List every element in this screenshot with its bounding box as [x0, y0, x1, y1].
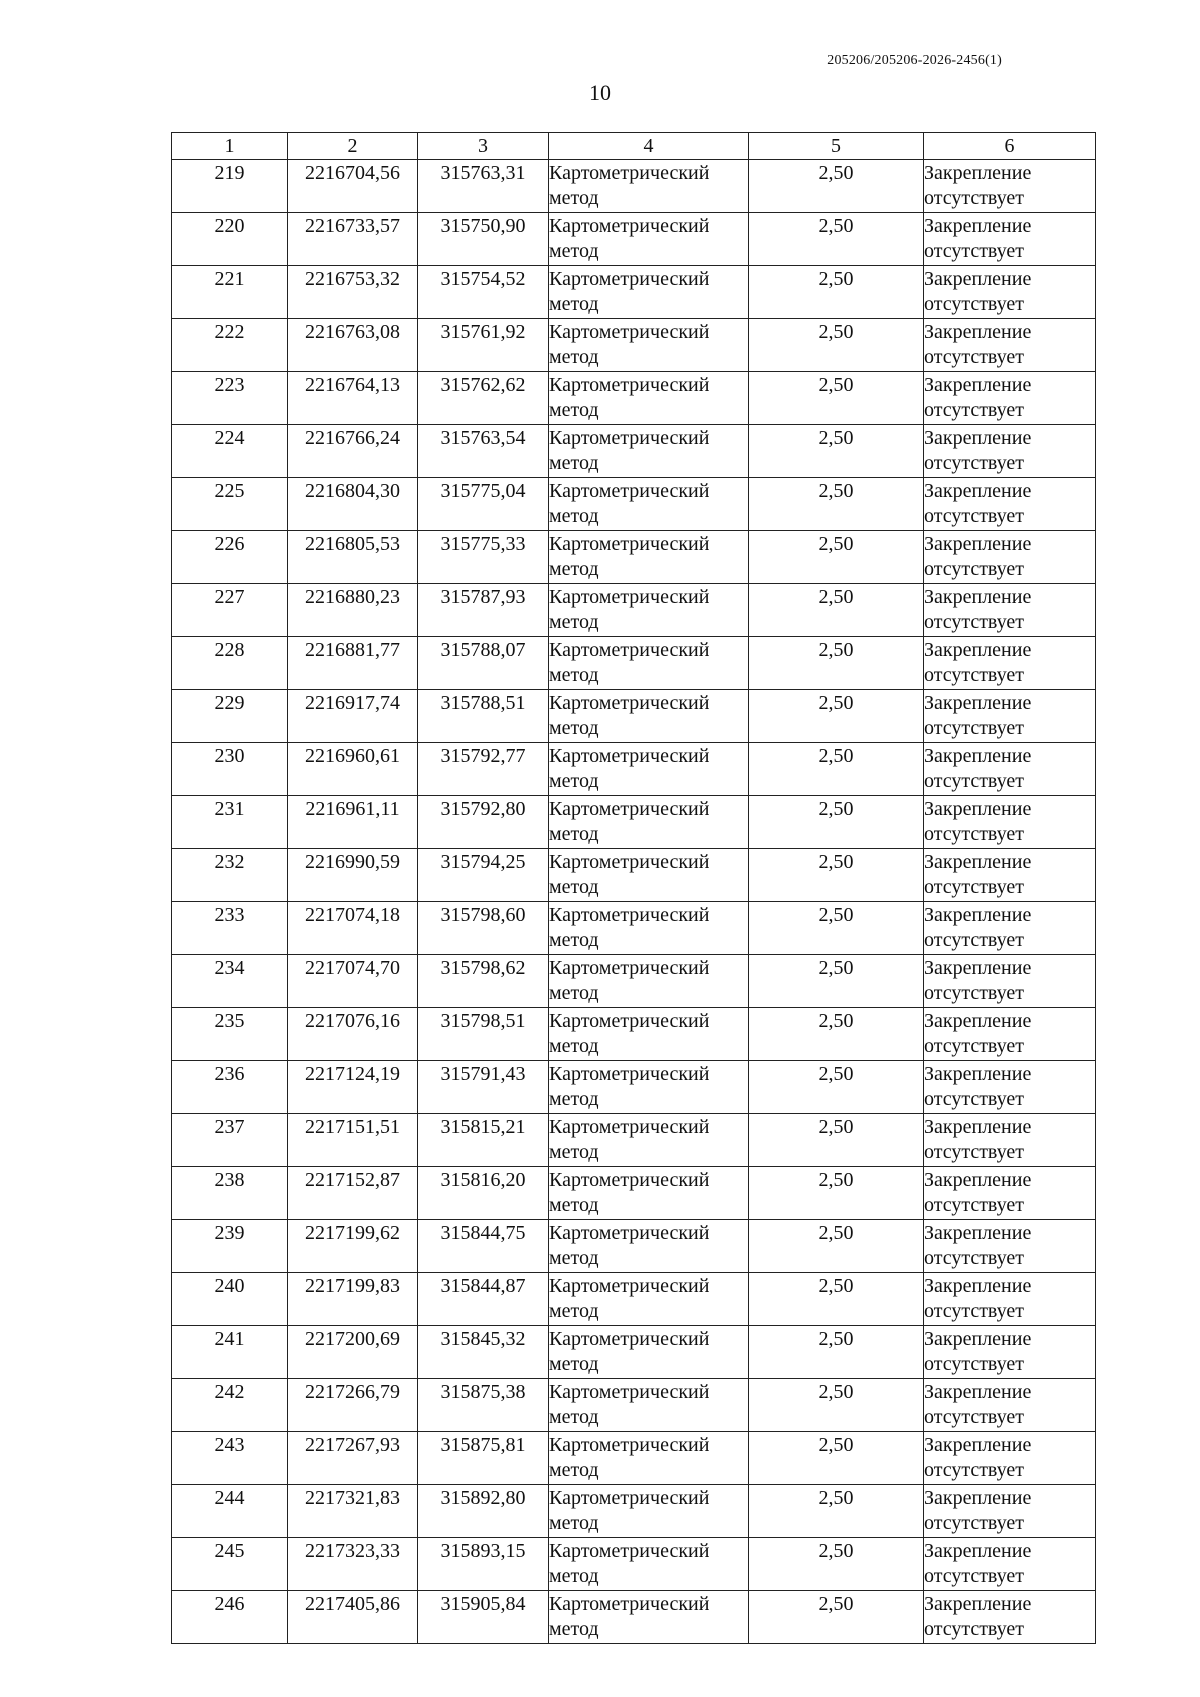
fixing-cell: Закрепление отсутствует	[924, 1379, 1096, 1432]
column-header: 2	[288, 133, 418, 160]
y-coordinate-cell: 315875,38	[418, 1379, 549, 1432]
point-number-cell: 219	[172, 160, 288, 213]
point-number-cell: 240	[172, 1273, 288, 1326]
x-coordinate-cell: 2217321,83	[288, 1485, 418, 1538]
table-row	[172, 902, 1096, 955]
table-row	[172, 584, 1096, 637]
x-coordinate-cell: 2217151,51	[288, 1114, 418, 1167]
fixing-cell: Закрепление отсутствует	[924, 160, 1096, 213]
point-number-cell: 227	[172, 584, 288, 637]
method-cell: Картометрический метод	[549, 849, 749, 902]
point-number-cell: 220	[172, 213, 288, 266]
method-cell: Картометрический метод	[549, 478, 749, 531]
method-cell: Картометрический метод	[549, 425, 749, 478]
table-row	[172, 425, 1096, 478]
fixing-cell: Закрепление отсутствует	[924, 425, 1096, 478]
x-coordinate-cell: 2217266,79	[288, 1379, 418, 1432]
method-cell: Картометрический метод	[549, 1061, 749, 1114]
accuracy-cell: 2,50	[749, 955, 924, 1008]
fixing-cell: Закрепление отсутствует	[924, 1061, 1096, 1114]
fixing-cell: Закрепление отсутствует	[924, 1326, 1096, 1379]
y-coordinate-cell: 315815,21	[418, 1114, 549, 1167]
y-coordinate-cell: 315792,80	[418, 796, 549, 849]
x-coordinate-cell: 2217199,62	[288, 1220, 418, 1273]
y-coordinate-cell: 315794,25	[418, 849, 549, 902]
x-coordinate-cell: 2216881,77	[288, 637, 418, 690]
point-number-cell: 242	[172, 1379, 288, 1432]
method-cell: Картометрический метод	[549, 1379, 749, 1432]
y-coordinate-cell: 315775,04	[418, 478, 549, 531]
x-coordinate-cell: 2217076,16	[288, 1008, 418, 1061]
point-number-cell: 230	[172, 743, 288, 796]
y-coordinate-cell: 315875,81	[418, 1432, 549, 1485]
y-coordinate-cell: 315844,75	[418, 1220, 549, 1273]
accuracy-cell: 2,50	[749, 160, 924, 213]
y-coordinate-cell: 315750,90	[418, 213, 549, 266]
y-coordinate-cell: 315816,20	[418, 1167, 549, 1220]
table-body	[172, 160, 1096, 1644]
x-coordinate-cell: 2216764,13	[288, 372, 418, 425]
table-row	[172, 531, 1096, 584]
point-number-cell: 246	[172, 1591, 288, 1644]
fixing-cell: Закрепление отсутствует	[924, 531, 1096, 584]
accuracy-cell: 2,50	[749, 372, 924, 425]
fixing-cell: Закрепление отсутствует	[924, 1220, 1096, 1273]
point-number-cell: 237	[172, 1114, 288, 1167]
method-cell: Картометрический метод	[549, 902, 749, 955]
y-coordinate-cell: 315762,62	[418, 372, 549, 425]
y-coordinate-cell: 315763,31	[418, 160, 549, 213]
method-cell: Картометрический метод	[549, 1485, 749, 1538]
table-row	[172, 1273, 1096, 1326]
point-number-cell: 228	[172, 637, 288, 690]
table-row	[172, 743, 1096, 796]
document-reference: 205206/205206-2026-2456(1)	[827, 53, 1002, 68]
fixing-cell: Закрепление отсутствует	[924, 796, 1096, 849]
accuracy-cell: 2,50	[749, 1273, 924, 1326]
table-row	[172, 1485, 1096, 1538]
fixing-cell: Закрепление отсутствует	[924, 849, 1096, 902]
table-row	[172, 372, 1096, 425]
point-number-cell: 223	[172, 372, 288, 425]
method-cell: Картометрический метод	[549, 266, 749, 319]
column-header: 3	[418, 133, 549, 160]
point-number-cell: 226	[172, 531, 288, 584]
table-row	[172, 637, 1096, 690]
x-coordinate-cell: 2216753,32	[288, 266, 418, 319]
method-cell: Картометрический метод	[549, 213, 749, 266]
x-coordinate-cell: 2217200,69	[288, 1326, 418, 1379]
y-coordinate-cell: 315754,52	[418, 266, 549, 319]
accuracy-cell: 2,50	[749, 1538, 924, 1591]
accuracy-cell: 2,50	[749, 1114, 924, 1167]
fixing-cell: Закрепление отсутствует	[924, 1538, 1096, 1591]
method-cell: Картометрический метод	[549, 1273, 749, 1326]
point-number-cell: 221	[172, 266, 288, 319]
point-number-cell: 224	[172, 425, 288, 478]
point-number-cell: 236	[172, 1061, 288, 1114]
method-cell: Картометрический метод	[549, 1008, 749, 1061]
y-coordinate-cell: 315788,07	[418, 637, 549, 690]
point-number-cell: 232	[172, 849, 288, 902]
y-coordinate-cell: 315892,80	[418, 1485, 549, 1538]
x-coordinate-cell: 2217074,70	[288, 955, 418, 1008]
point-number-cell: 243	[172, 1432, 288, 1485]
method-cell: Картометрический метод	[549, 160, 749, 213]
point-number-cell: 231	[172, 796, 288, 849]
table-row	[172, 955, 1096, 1008]
point-number-cell: 235	[172, 1008, 288, 1061]
accuracy-cell: 2,50	[749, 1379, 924, 1432]
y-coordinate-cell: 315798,51	[418, 1008, 549, 1061]
method-cell: Картометрический метод	[549, 796, 749, 849]
method-cell: Картометрический метод	[549, 1167, 749, 1220]
y-coordinate-cell: 315761,92	[418, 319, 549, 372]
table-row	[172, 478, 1096, 531]
fixing-cell: Закрепление отсутствует	[924, 743, 1096, 796]
point-number-cell: 239	[172, 1220, 288, 1273]
x-coordinate-cell: 2217267,93	[288, 1432, 418, 1485]
method-cell: Картометрический метод	[549, 531, 749, 584]
table-row	[172, 690, 1096, 743]
column-header: 1	[172, 133, 288, 160]
accuracy-cell: 2,50	[749, 796, 924, 849]
x-coordinate-cell: 2216763,08	[288, 319, 418, 372]
point-number-cell: 238	[172, 1167, 288, 1220]
accuracy-cell: 2,50	[749, 743, 924, 796]
y-coordinate-cell: 315905,84	[418, 1591, 549, 1644]
accuracy-cell: 2,50	[749, 1167, 924, 1220]
x-coordinate-cell: 2216805,53	[288, 531, 418, 584]
y-coordinate-cell: 315845,32	[418, 1326, 549, 1379]
table-row	[172, 1591, 1096, 1644]
accuracy-cell: 2,50	[749, 319, 924, 372]
method-cell: Картометрический метод	[549, 690, 749, 743]
fixing-cell: Закрепление отсутствует	[924, 955, 1096, 1008]
table-row	[172, 796, 1096, 849]
y-coordinate-cell: 315798,62	[418, 955, 549, 1008]
page-number: 10	[589, 80, 611, 105]
method-cell: Картометрический метод	[549, 1326, 749, 1379]
y-coordinate-cell: 315775,33	[418, 531, 549, 584]
accuracy-cell: 2,50	[749, 1220, 924, 1273]
accuracy-cell: 2,50	[749, 478, 924, 531]
x-coordinate-cell: 2216804,30	[288, 478, 418, 531]
fixing-cell: Закрепление отсутствует	[924, 584, 1096, 637]
fixing-cell: Закрепление отсутствует	[924, 1273, 1096, 1326]
x-coordinate-cell: 2217152,87	[288, 1167, 418, 1220]
accuracy-cell: 2,50	[749, 637, 924, 690]
method-cell: Картометрический метод	[549, 372, 749, 425]
x-coordinate-cell: 2216960,61	[288, 743, 418, 796]
x-coordinate-cell: 2216704,56	[288, 160, 418, 213]
point-number-cell: 234	[172, 955, 288, 1008]
fixing-cell: Закрепление отсутствует	[924, 478, 1096, 531]
x-coordinate-cell: 2216917,74	[288, 690, 418, 743]
method-cell: Картометрический метод	[549, 1114, 749, 1167]
point-number-cell: 229	[172, 690, 288, 743]
column-header: 6	[924, 133, 1096, 160]
x-coordinate-cell: 2216990,59	[288, 849, 418, 902]
table-row	[172, 160, 1096, 213]
x-coordinate-cell: 2217124,19	[288, 1061, 418, 1114]
fixing-cell: Закрепление отсутствует	[924, 902, 1096, 955]
method-cell: Картометрический метод	[549, 1432, 749, 1485]
table-row	[172, 1114, 1096, 1167]
method-cell: Картометрический метод	[549, 1220, 749, 1273]
table-row	[172, 1167, 1096, 1220]
y-coordinate-cell: 315763,54	[418, 425, 549, 478]
accuracy-cell: 2,50	[749, 531, 924, 584]
y-coordinate-cell: 315844,87	[418, 1273, 549, 1326]
accuracy-cell: 2,50	[749, 1591, 924, 1644]
fixing-cell: Закрепление отсутствует	[924, 319, 1096, 372]
accuracy-cell: 2,50	[749, 902, 924, 955]
method-cell: Картометрический метод	[549, 637, 749, 690]
table-row	[172, 1538, 1096, 1591]
fixing-cell: Закрепление отсутствует	[924, 1591, 1096, 1644]
y-coordinate-cell: 315893,15	[418, 1538, 549, 1591]
table-row	[172, 213, 1096, 266]
table-row	[172, 1326, 1096, 1379]
accuracy-cell: 2,50	[749, 849, 924, 902]
y-coordinate-cell: 315787,93	[418, 584, 549, 637]
accuracy-cell: 2,50	[749, 425, 924, 478]
accuracy-cell: 2,50	[749, 1061, 924, 1114]
method-cell: Картометрический метод	[549, 1538, 749, 1591]
method-cell: Картометрический метод	[549, 743, 749, 796]
x-coordinate-cell: 2216961,11	[288, 796, 418, 849]
column-header: 4	[549, 133, 749, 160]
table-row	[172, 1220, 1096, 1273]
point-number-cell: 225	[172, 478, 288, 531]
table-row	[172, 1379, 1096, 1432]
table-row	[172, 1061, 1096, 1114]
x-coordinate-cell: 2217405,86	[288, 1591, 418, 1644]
point-number-cell: 222	[172, 319, 288, 372]
fixing-cell: Закрепление отсутствует	[924, 637, 1096, 690]
fixing-cell: Закрепление отсутствует	[924, 1485, 1096, 1538]
fixing-cell: Закрепление отсутствует	[924, 213, 1096, 266]
y-coordinate-cell: 315791,43	[418, 1061, 549, 1114]
fixing-cell: Закрепление отсутствует	[924, 1432, 1096, 1485]
method-cell: Картометрический метод	[549, 319, 749, 372]
table-header-row	[172, 133, 1096, 160]
x-coordinate-cell: 2217323,33	[288, 1538, 418, 1591]
point-number-cell: 244	[172, 1485, 288, 1538]
table-row	[172, 849, 1096, 902]
point-number-cell: 241	[172, 1326, 288, 1379]
fixing-cell: Закрепление отсутствует	[924, 1114, 1096, 1167]
y-coordinate-cell: 315788,51	[418, 690, 549, 743]
x-coordinate-cell: 2217199,83	[288, 1273, 418, 1326]
accuracy-cell: 2,50	[749, 213, 924, 266]
method-cell: Картометрический метод	[549, 1591, 749, 1644]
point-number-cell: 233	[172, 902, 288, 955]
table-row	[172, 1008, 1096, 1061]
table-row	[172, 319, 1096, 372]
x-coordinate-cell: 2217074,18	[288, 902, 418, 955]
accuracy-cell: 2,50	[749, 1008, 924, 1061]
fixing-cell: Закрепление отсутствует	[924, 372, 1096, 425]
column-header: 5	[749, 133, 924, 160]
accuracy-cell: 2,50	[749, 1326, 924, 1379]
table-row	[172, 1432, 1096, 1485]
method-cell: Картометрический метод	[549, 584, 749, 637]
table-row	[172, 266, 1096, 319]
fixing-cell: Закрепление отсутствует	[924, 690, 1096, 743]
x-coordinate-cell: 2216766,24	[288, 425, 418, 478]
accuracy-cell: 2,50	[749, 266, 924, 319]
x-coordinate-cell: 2216733,57	[288, 213, 418, 266]
accuracy-cell: 2,50	[749, 1485, 924, 1538]
accuracy-cell: 2,50	[749, 584, 924, 637]
y-coordinate-cell: 315798,60	[418, 902, 549, 955]
x-coordinate-cell: 2216880,23	[288, 584, 418, 637]
method-cell: Картометрический метод	[549, 955, 749, 1008]
fixing-cell: Закрепление отсутствует	[924, 1008, 1096, 1061]
fixing-cell: Закрепление отсутствует	[924, 266, 1096, 319]
fixing-cell: Закрепление отсутствует	[924, 1167, 1096, 1220]
accuracy-cell: 2,50	[749, 690, 924, 743]
accuracy-cell: 2,50	[749, 1432, 924, 1485]
coordinates-table	[171, 132, 1096, 1644]
point-number-cell: 245	[172, 1538, 288, 1591]
y-coordinate-cell: 315792,77	[418, 743, 549, 796]
